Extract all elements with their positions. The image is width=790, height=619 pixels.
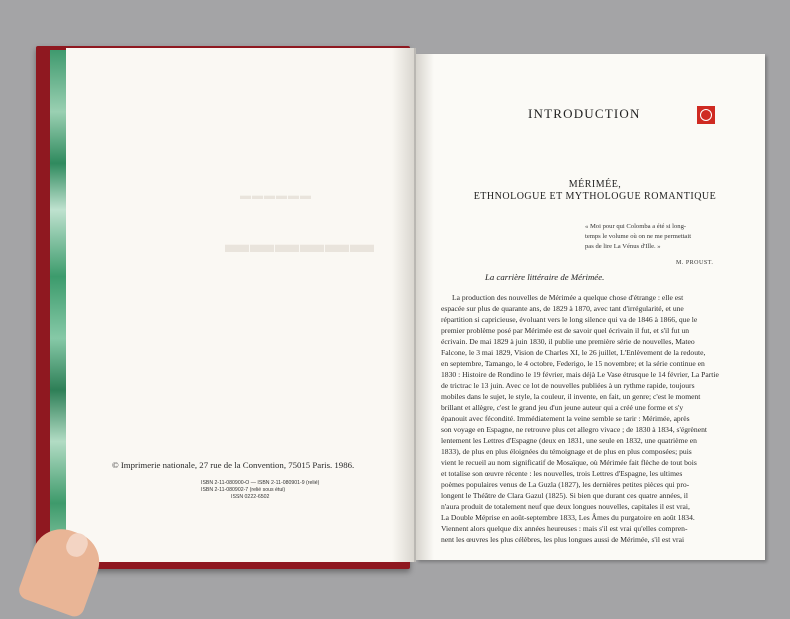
chapter-title: MÉRIMÉE, [568,179,622,190]
body-line: n'aura produit de totalement neuf que deux longues nouvelles, capitales il est vrai, [441,502,690,511]
isbn-line: ISBN 2-11-080902-7 (relié sous étui) [201,487,286,493]
gutter-shadow [416,54,434,560]
body-line: épanouit avec fécondité. Immédiatement la veine semble se tarir : Mérimée, après [441,414,690,423]
show-through-text: ▬▬▬▬▬▬ [225,232,375,258]
issn-line: ISSN 0222-6502 [231,494,270,500]
body-line: longent le Théâtre de Clara Gazul (1825). Si bien que durant ces quatre années, il [441,491,688,500]
body-line: vient le recueil au nom significatif de Mosaïque, où Mérimée fait flèche de tout bois [441,458,697,467]
epigraph-line: pas de lire La Vénus d'Ille. » [585,243,661,250]
isbn-line: ISBN 2-11-080900-O — ISBN 2-11-080901-9 (relié) [201,480,320,486]
body-line: poèmes populaires venus de La Guzla (1827), les dernières petites pièces qui pro- [441,480,690,489]
body-line: espacée sur plus de quarante ans, de 1829 à 1870, avec tant d'irrégularité, et une [441,304,684,313]
body-line: La Double Méprise en août-septembre 1833, Les Âmes du purgatoire en août 1834. [441,513,695,522]
body-line: en septembre, Tamango, le 4 octobre, Federigo, le 15 novembre; et la série continue en [441,359,705,368]
body-line: Falcone, le 3 mai 1829, Vision de Charles XI, le 26 juillet, L'Enlèvement de la redoute, [441,348,706,357]
body-line: La production des nouvelles de Mérimée a quelque chose d'étrange : elle est [452,293,684,302]
body-line: écrivain. De mai 1829 à juin 1830, il publie une première série de nouvelles, Mateo [441,337,695,346]
body-line: premier problème posé par Mérimée est de savoir quel écrivain il fut, et s'il fut un [441,326,690,335]
body-line: mobiles dans le sujet, le style, la couleur, il invente, en fait, un genre; c'est le moment [441,392,701,401]
chapter-title: ETHNOLOGUE ET MYTHOLOGUE ROMANTIQUE [473,191,717,202]
body-line: Viennent alors quelque dix années heureuses : mais s'il est vrai qu'elles compren- [441,524,688,533]
body-line: 1830 : Histoire de Rondino le 19 février, mais déjà Le Vase étrusque le 14 février, La Partie [441,370,719,379]
body-line: de trictrac le 13 juin. Avec ce lot de nouvelles publiées à un rythme rapide, toujours [441,381,695,390]
epigraph-line: « Moi pour qui Colomba a été si long- [585,223,687,230]
epigraph-source: M. PROUST. [676,260,714,266]
body-line: brillant et allègre, c'est le grand jeu d'un jeune auteur qui a créé une forme et s'y [441,403,684,412]
body-line: répartition si capricieuse, évoluant vers le long silence qui va de 1846 à 1866, que le [441,315,698,324]
body-line: 1833), de plus en plus éloignées du témoignage et de plus en plus composées; puis [441,447,692,456]
body-line: et totalise son œuvre récente : les nouvelles, trois Lettres d'Espagne, les ultimes [441,469,683,478]
body-line: nent les œuvres les plus célèbres, les plus longues aussi de Mérimée, s'il est vrai [441,535,685,544]
imprint-line: © Imprimerie nationale, 27 rue de la Convention, 75015 Paris. 1986. [112,460,355,470]
gutter-shadow [392,48,416,562]
body-line: son voyage en Espagne, ne retrouve plus cet allegro vivace ; de 1830 à 1834, s'égrènent [441,425,708,434]
chapter-heading: INTRODUCTION [528,106,641,121]
epigraph-line: temps le volume où on ne me permettait [585,233,692,240]
emblem-icon [697,106,715,124]
body-line: lentement les Lettres d'Espagne (deux en 1831, une seule en 1832, une quatrième en [441,436,697,445]
show-through-text: ▬▬▬▬▬▬ [240,190,312,202]
section-title: La carrière littéraire de Mérimée. [485,272,605,282]
